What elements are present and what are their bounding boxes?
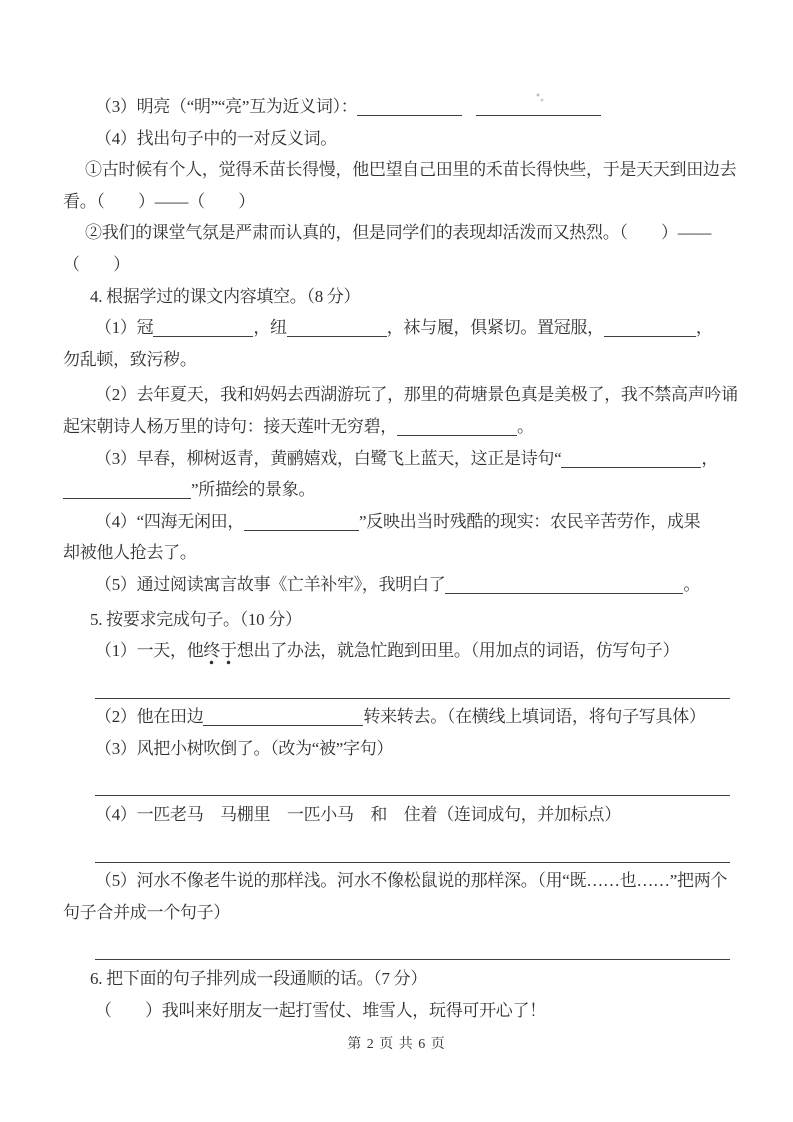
q4-item-2-line-b	[63, 411, 730, 443]
blank-underline	[445, 575, 683, 594]
text-run: （ ）	[63, 254, 130, 274]
blank-underline	[604, 318, 696, 337]
q5-item-3	[63, 733, 730, 765]
text-run: （ ）我叫来好朋友一起打雪仗、堆雪人，玩得可开心了！	[95, 1000, 546, 1020]
blank-underline	[63, 480, 191, 499]
text-run: ，	[701, 448, 719, 468]
q3-near-synonym-item	[63, 91, 730, 123]
text-run: 起宋朝诗人杨万里的诗句：接天莲叶无穷碧，	[63, 416, 397, 436]
q6-sentence-1	[63, 995, 730, 1027]
text-run: 句子合并成一个句子）	[63, 902, 230, 922]
q4-item-4-line-b	[63, 537, 730, 569]
scan-artifact	[534, 92, 546, 104]
blank-underline	[203, 707, 363, 726]
q4-item-1-line-a	[63, 312, 730, 344]
text-run: ”反映出当时残酷的现实：农民辛苦劳作，成果	[359, 511, 701, 531]
text-run: 5. 按要求完成句子。（10 分）	[90, 609, 302, 629]
q4-item-1-line-b	[63, 344, 730, 376]
blank-underline	[95, 777, 730, 796]
blank-underline	[357, 97, 462, 116]
page-footer	[0, 1033, 793, 1053]
blank-underline	[95, 941, 730, 960]
text-run: 却被他人抢去了。	[63, 543, 197, 563]
q4-item-4-line-a	[63, 506, 730, 538]
q5-item-2	[63, 701, 730, 733]
text-run: ，	[695, 318, 713, 338]
gap-spacer	[462, 111, 476, 112]
blank-underline	[95, 680, 730, 699]
text-run: 想出了办法，就急忙跑到田里。（用加点的词语，仿写句子）	[236, 641, 680, 661]
blank-underline	[397, 417, 517, 436]
emphasized-text: 终于	[203, 641, 236, 665]
question-4-heading	[63, 281, 730, 313]
blank-underline	[153, 318, 253, 337]
q5-item-5-line-b	[63, 897, 730, 929]
text-run: 。	[517, 416, 534, 436]
text-run: （3）风把小树吹倒了。（改为“被”字句）	[95, 738, 394, 758]
q4-item-3-line-b	[63, 474, 730, 506]
text-run: （4）一匹老马 马棚里 一匹小马 和 住着（连词成句，并加标点）	[95, 805, 621, 825]
antonym-sentence-2-line-a	[63, 217, 730, 249]
text-run: 4. 根据学过的课文内容填空。（8 分）	[90, 286, 361, 306]
text-run: （2）他在田边	[95, 707, 204, 727]
text-run: 勿乱顿，致污秽。	[63, 349, 197, 369]
q4-item-3-line-a	[63, 443, 730, 475]
text-run: ，纽	[253, 318, 287, 338]
text-run: （3）明亮（“明”“亮”互为近义词）：	[95, 97, 358, 116]
text-run: （5）通过阅读寓言故事《亡羊补牢》，我明白了	[95, 574, 446, 594]
blank-underline	[244, 512, 359, 531]
q5-item-5-line-a	[63, 865, 730, 897]
text-run: （1）冠	[95, 318, 154, 338]
text-run: ”所描绘的景象。	[191, 480, 316, 500]
text-run: 。	[683, 574, 701, 594]
text-run: （3）早春，柳树返青，黄鹂嬉戏，白鹭飞上蓝天，这正是诗句“	[95, 448, 562, 468]
text-run: （4）“四海无闲田，	[95, 511, 245, 531]
antonym-sentence-1-line-b	[63, 186, 730, 218]
blank-underline	[561, 449, 701, 468]
q5-item-1	[63, 635, 730, 667]
text-run: （5）河水不像老牛说的那样浅。河水不像松鼠说的那样深。（用“既……也……”把两个	[95, 871, 728, 891]
question-6-heading	[63, 963, 730, 995]
text-run: （2）去年夏天，我和妈妈去西湖游玩了，那里的荷塘景色真是美极了，我不禁高声吟诵	[95, 385, 738, 405]
antonym-sentence-1-line-a	[63, 154, 737, 186]
text-run: ②我们的课堂气氛是严肃而认真的，但是同学们的表现却活泼而又热烈。（ ）——	[85, 223, 712, 243]
blank-underline	[95, 844, 730, 863]
text-run: 转来转去。（在横线上填词语，将句子写具体）	[363, 707, 706, 727]
text-run: 6. 把下面的句子排列成一段通顺的话。（7 分）	[90, 969, 428, 989]
antonym-sentence-2-line-b	[63, 249, 730, 281]
q4-item-2-line-a	[63, 379, 738, 411]
q5-item-4	[63, 799, 730, 831]
text-run: ，袜与履，俱紧切。置冠服，	[386, 318, 604, 338]
question-5-heading	[63, 604, 730, 636]
text-run: ①古时候有个人，觉得禾苗长得慢，他巴望自己田里的禾苗长得快些，于是天天到田边去	[85, 160, 737, 180]
blank-underline	[287, 318, 387, 337]
q4-antonym-prompt	[63, 123, 730, 155]
text-run: （4）找出句子中的一对反义词。	[95, 128, 337, 148]
text-run: 看。（ ）——（ ）	[63, 191, 255, 211]
page-number-indicator: 第 2 页 共 6 页	[347, 1037, 446, 1052]
q4-item-5	[63, 569, 730, 601]
text-run: （1）一天，他	[95, 641, 204, 661]
